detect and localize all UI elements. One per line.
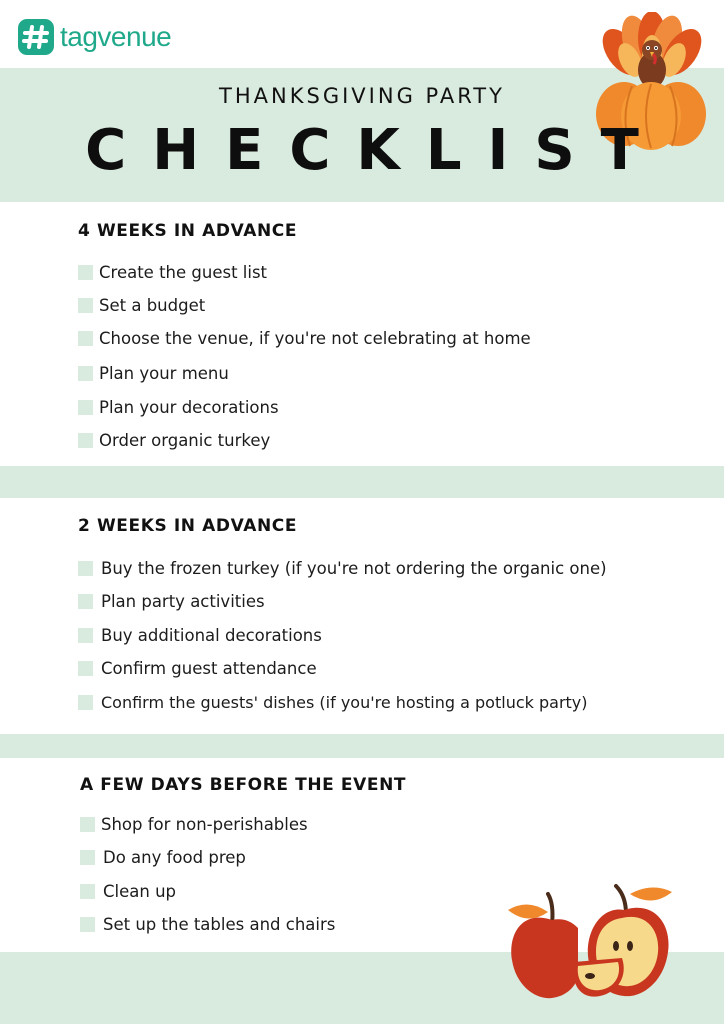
checklist-item[interactable] (80, 913, 335, 935)
checkbox[interactable] (80, 817, 95, 832)
checklist-item-label: Do any food prep (103, 847, 246, 867)
checkbox[interactable] (78, 661, 93, 676)
section-divider-band (0, 466, 724, 498)
brand-name: tagvenue (60, 21, 172, 52)
brand-logo[interactable] (18, 18, 171, 56)
checklist-item-label: Plan your decorations (99, 397, 279, 417)
checkbox[interactable] (78, 400, 93, 415)
checklist-item-label: Clean up (103, 881, 177, 901)
apples-illustration (504, 880, 674, 1004)
checklist-item[interactable] (78, 396, 279, 418)
checklist-item[interactable] (80, 813, 308, 835)
checklist-item[interactable] (78, 624, 322, 646)
section-heading: 4 WEEKS IN ADVANCE (78, 221, 298, 241)
checkbox[interactable] (78, 561, 93, 576)
checklist-item[interactable] (78, 557, 607, 579)
checklist-item[interactable] (78, 691, 588, 713)
checklist-item-label: Set a budget (99, 295, 206, 315)
page-title: CHECKLIST (85, 118, 665, 183)
checklist-item-label: Confirm the guests' dishes (if you're hosting a potluck party) (101, 692, 588, 712)
checklist-item-label: Buy the frozen turkey (if you're not ordering the organic one) (101, 558, 607, 578)
checklist-item-label: Plan party activities (101, 591, 265, 611)
checklist-item[interactable] (78, 294, 205, 316)
section-heading: A FEW DAYS BEFORE THE EVENT (80, 775, 407, 795)
checkbox[interactable] (80, 884, 95, 899)
checklist-item[interactable] (78, 327, 531, 349)
checkbox[interactable] (78, 695, 93, 710)
checklist-item-label: Create the guest list (99, 262, 268, 282)
checklist-item[interactable] (78, 590, 265, 612)
checkbox[interactable] (80, 850, 95, 865)
checkbox[interactable] (78, 366, 93, 381)
checklist-item-label: Buy additional decorations (101, 625, 322, 645)
checkbox[interactable] (78, 433, 93, 448)
checkbox[interactable] (78, 298, 93, 313)
checklist-item-label: Set up the tables and chairs (103, 914, 336, 934)
section-heading: 2 WEEKS IN ADVANCE (78, 516, 298, 536)
checklist-item-label: Choose the venue, if you're not celebrating at home (99, 328, 531, 348)
checklist-item-label: Order organic turkey (99, 430, 271, 450)
checkbox[interactable] (80, 917, 95, 932)
checklist-item-label: Plan your menu (99, 363, 229, 383)
checkbox[interactable] (78, 265, 93, 280)
hashtag-icon (18, 19, 54, 55)
checklist-item[interactable] (80, 846, 246, 868)
section-divider-band (0, 734, 724, 758)
checklist-item[interactable] (80, 880, 176, 902)
checkbox[interactable] (78, 594, 93, 609)
checkbox[interactable] (78, 331, 93, 346)
checklist-item-label: Shop for non-perishables (101, 814, 308, 834)
page-subtitle: THANKSGIVING PARTY (219, 84, 505, 108)
checklist-item[interactable] (78, 261, 267, 283)
checklist-item[interactable] (78, 429, 270, 451)
checklist-item[interactable] (78, 657, 317, 679)
checklist-item[interactable] (78, 362, 229, 384)
checklist-item-label: Confirm guest attendance (101, 658, 317, 678)
checkbox[interactable] (78, 628, 93, 643)
